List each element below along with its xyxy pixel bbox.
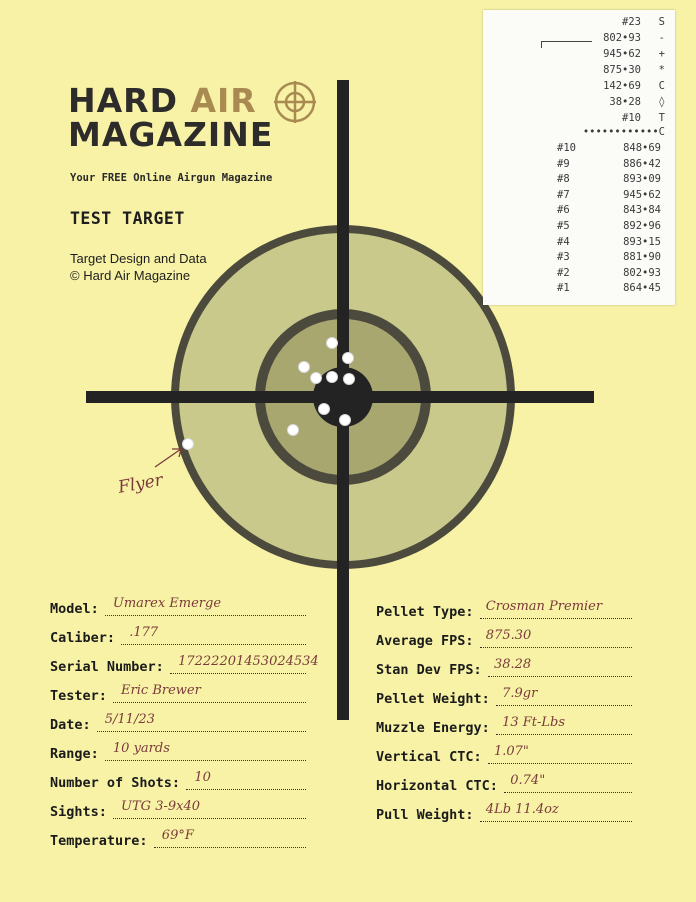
receipt-summary-code: T <box>658 112 665 124</box>
receipt-summary-code: ◊ <box>658 96 665 108</box>
receipt-shot-velocity: 848•69 <box>623 142 661 154</box>
credit-line-2: © Hard Air Magazine <box>70 268 191 283</box>
shot-hole <box>343 353 354 364</box>
page-title: TEST TARGET <box>70 209 185 228</box>
field-value: 0.74" <box>510 773 546 788</box>
field-label: Sights: <box>50 804 107 820</box>
field-label: Muzzle Energy: <box>376 720 490 736</box>
receipt-summary-value: #23 <box>622 16 641 28</box>
field-underline <box>480 647 632 648</box>
receipt-shot-velocity: 843•84 <box>623 204 661 217</box>
field-label: Serial Number: <box>50 659 164 675</box>
field-underline <box>480 618 632 619</box>
field-value: 875.30 <box>485 628 532 643</box>
shot-hole <box>311 373 322 384</box>
receipt-summary-value: 802•93 <box>603 32 641 44</box>
field-label: Pull Weight: <box>376 807 474 823</box>
field-underline <box>105 615 306 616</box>
field-label: Pellet Weight: <box>376 691 490 707</box>
flyer-arrow <box>155 449 181 467</box>
receipt-shot-velocity: 886•42 <box>623 157 661 170</box>
field-value: 4Lb 11.4oz <box>485 802 559 817</box>
receipt-shot-velocity: 864•45 <box>623 282 661 295</box>
credit-line-1: Target Design and Data <box>70 251 207 266</box>
field-value: 1.07" <box>493 744 529 759</box>
field-label: Range: <box>50 746 99 762</box>
receipt-shot-number: #8 <box>557 173 570 186</box>
receipt-shot-number: #9 <box>557 157 570 170</box>
field-underline <box>113 702 306 703</box>
receipt-shot-number: #2 <box>557 266 570 279</box>
receipt-summary-value: 38•28 <box>609 96 641 108</box>
receipt-shot-velocity: 881•90 <box>623 251 661 264</box>
field-value: Crosman Premier <box>485 599 603 614</box>
field-value: .177 <box>129 625 159 640</box>
field-underline <box>488 676 632 677</box>
field-label: Horizontal CTC: <box>376 778 498 794</box>
receipt-shot-velocity: 893•09 <box>623 173 661 186</box>
receipt-summary-value: #10 <box>622 112 641 124</box>
chronograph-receipt <box>483 10 675 305</box>
field-value: 69°F <box>161 828 194 843</box>
receipt-summary-code: * <box>658 64 665 76</box>
receipt-summary-value: 945•62 <box>603 48 641 60</box>
shot-hole <box>327 372 338 383</box>
field-underline <box>113 818 306 819</box>
field-underline <box>105 760 306 761</box>
shot-hole <box>344 374 355 385</box>
receipt-shot-number: #3 <box>557 251 570 264</box>
field-underline <box>121 644 306 645</box>
shot-hole <box>319 404 330 415</box>
shot-hole <box>288 425 299 436</box>
field-label: Temperature: <box>50 833 148 849</box>
field-value: Eric Brewer <box>121 683 201 698</box>
receipt-shot-number: #6 <box>557 204 570 217</box>
receipt-summary-code: - <box>658 32 665 44</box>
receipt-shot-velocity: 892•96 <box>623 220 661 232</box>
field-underline <box>154 847 306 848</box>
receipt-shot-number: #10 <box>557 142 576 154</box>
receipt-summary-code: S <box>658 16 665 28</box>
field-underline <box>496 705 632 706</box>
receipt-summary-value: 875•30 <box>603 64 641 76</box>
field-value: 13 Ft-Lbs <box>502 715 566 730</box>
receipt-separator: ••••••••••••C <box>582 126 665 138</box>
tagline: Your FREE Online Airgun Magazine <box>70 172 273 184</box>
shot-hole <box>327 338 338 349</box>
receipt-summary-code: + <box>658 48 665 60</box>
field-label: Date: <box>50 717 91 733</box>
field-value: 17222201453024534 <box>178 654 319 669</box>
field-value: 10 <box>194 770 211 785</box>
receipt-shot-number: #5 <box>557 220 570 232</box>
field-label: Tester: <box>50 688 107 704</box>
field-label: Model: <box>50 601 99 617</box>
field-underline <box>496 734 632 735</box>
field-label: Vertical CTC: <box>376 749 482 765</box>
receipt-shot-velocity: 945•62 <box>623 188 661 201</box>
field-label: Pellet Type: <box>376 604 474 620</box>
field-value: 38.28 <box>493 657 532 672</box>
logo-hard: HARD <box>68 81 178 120</box>
logo-air: AIR <box>190 81 257 120</box>
field-underline <box>504 792 632 793</box>
field-value: 7.9gr <box>502 686 538 701</box>
receipt-shot-number: #7 <box>557 188 570 201</box>
flyer-annotation: Flyer <box>116 470 165 498</box>
receipt-shot-velocity: 802•93 <box>623 266 661 279</box>
field-value: Umarex Emerge <box>112 596 222 611</box>
field-label: Stan Dev FPS: <box>376 662 482 678</box>
receipt-shot-number: #4 <box>557 235 570 248</box>
field-underline <box>97 731 306 732</box>
shot-hole <box>340 415 351 426</box>
shot-hole <box>299 362 310 373</box>
field-underline <box>170 673 306 674</box>
receipt-summary-code: C <box>658 80 665 92</box>
field-underline <box>488 763 632 764</box>
field-underline <box>186 789 306 790</box>
field-value: 10 yards <box>112 741 170 756</box>
field-label: Average FPS: <box>376 633 474 649</box>
flyer-shot-hole <box>183 439 194 450</box>
receipt-summary-value: 142•69 <box>603 80 641 92</box>
receipt-pen-mark <box>541 41 592 48</box>
receipt-shot-velocity: 893•15 <box>623 235 661 248</box>
crosshair-horizontal <box>86 391 594 403</box>
receipt-shot-number: #1 <box>557 282 570 295</box>
field-label: Number of Shots: <box>50 775 181 791</box>
field-underline <box>480 821 632 822</box>
field-value: 5/11/23 <box>104 712 155 727</box>
logo-magazine: MAGAZINE <box>68 115 274 154</box>
field-value: UTG 3-9x40 <box>121 799 200 814</box>
field-label: Caliber: <box>50 630 116 646</box>
